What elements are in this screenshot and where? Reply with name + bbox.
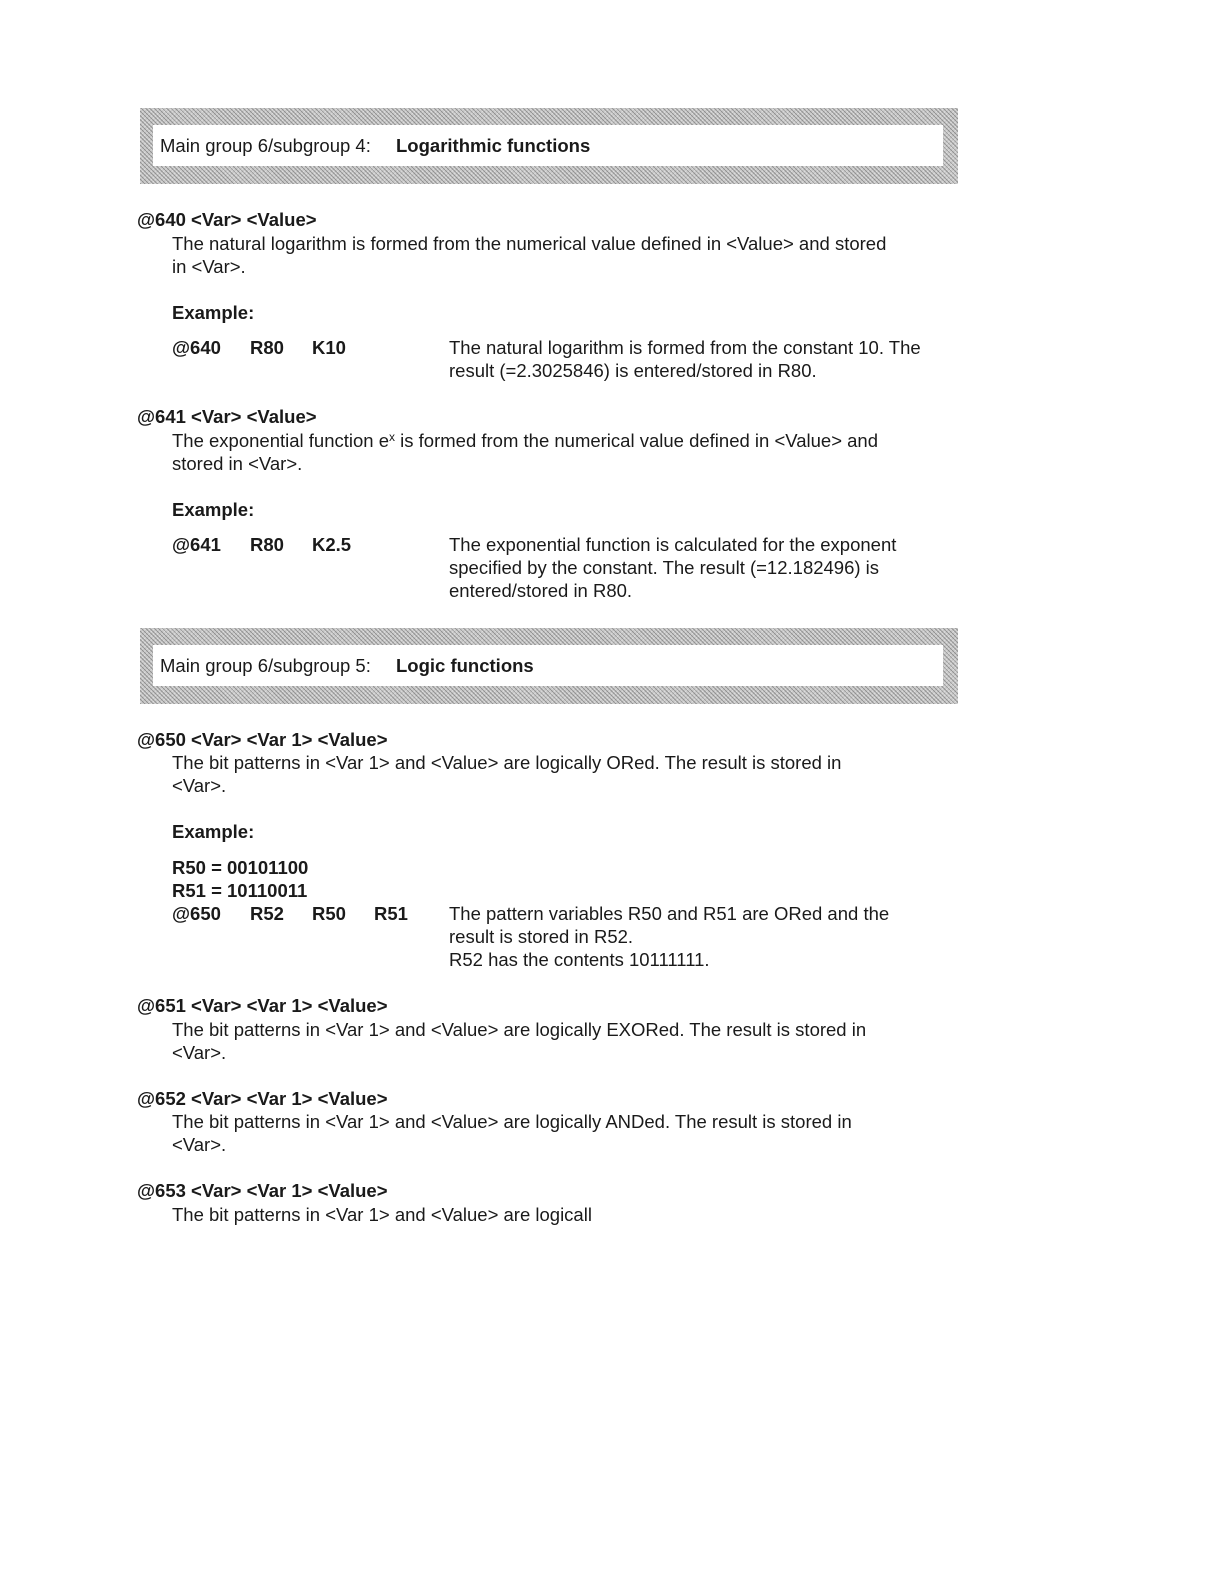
example-description-line: result (=2.3025846) is entered/stored in R80.: [449, 360, 817, 381]
example-description-line: specified by the constant. The result (=12.182496) is: [449, 557, 880, 578]
command-description-650: [172, 751, 932, 797]
command-heading-650: @650 <Var> <Var 1> <Value>: [137, 729, 388, 750]
example-token: R52: [250, 903, 284, 924]
section-prefix: Main group 6/subgroup 5:: [160, 655, 371, 676]
example-token: R50: [312, 903, 346, 924]
example-token: @640: [172, 337, 221, 358]
command-heading-652: @652 <Var> <Var 1> <Value>: [137, 1088, 388, 1109]
example-preset-r50: R50 = 00101100: [172, 857, 309, 878]
example-description-line: The exponential function is calculated for the exponent: [449, 534, 897, 555]
example-label: Example:: [172, 499, 255, 520]
command-heading-651: @651 <Var> <Var 1> <Value>: [137, 995, 388, 1016]
description-line: The bit patterns in <Var 1> and <Value> are logically EXORed. The result is stored in: [172, 1019, 867, 1040]
example-label: Example:: [172, 821, 255, 842]
example-description-line: The pattern variables R50 and R51 are ORed and the: [449, 903, 890, 924]
example-preset-r51: R51 = 10110011: [172, 880, 308, 901]
description-line: <Var>.: [172, 1134, 227, 1155]
example-label: Example:: [172, 302, 255, 323]
example-token: R80: [250, 534, 284, 555]
example-token: K10: [312, 337, 346, 358]
example-token: R80: [250, 337, 284, 358]
description-line: [172, 429, 932, 452]
section-header-logic: [140, 628, 958, 704]
exponent-superscript: x: [389, 430, 396, 444]
description-line: <Var>.: [172, 1042, 227, 1063]
section-header-logarithmic: [140, 108, 958, 184]
example-token: @641: [172, 534, 221, 555]
description-text: is formed from the numerical value defined in <Value> and: [395, 430, 879, 451]
example-description-line: R52 has the contents 10111111.: [449, 949, 710, 970]
command-description-652: [172, 1110, 932, 1156]
command-description-641: [172, 429, 932, 475]
example-token: R51: [374, 903, 408, 924]
command-heading-653: @653 <Var> <Var 1> <Value>: [137, 1180, 388, 1201]
example-description-650: [449, 902, 949, 971]
section-title: Logarithmic functions: [396, 135, 591, 156]
section-prefix: Main group 6/subgroup 4:: [160, 135, 371, 156]
example-code-641: [172, 533, 374, 556]
command-heading-640: @640 <Var> <Value>: [137, 209, 317, 230]
description-line: The bit patterns in <Var 1> and <Value> are logically ANDed. The result is stored in: [172, 1111, 852, 1132]
example-description-641: [449, 533, 949, 602]
section-title: Logic functions: [396, 655, 534, 676]
example-description-line: entered/stored in R80.: [449, 580, 633, 601]
description-line: The bit patterns in <Var 1> and <Value> are logically ORed. The result is stored in: [172, 752, 842, 773]
description-line: stored in <Var>.: [172, 453, 303, 474]
command-description-653: [172, 1203, 932, 1226]
command-description-651: [172, 1018, 932, 1064]
description-line: in <Var>.: [172, 256, 246, 277]
example-description-640: [449, 336, 949, 382]
example-description-line: result is stored in R52.: [449, 926, 634, 947]
section-header-inner: [153, 125, 943, 166]
example-code-650: [172, 902, 434, 925]
description-text: The exponential function e: [172, 430, 390, 451]
section-header-inner: [153, 645, 943, 686]
command-description-640: [172, 232, 932, 278]
description-line: The bit patterns in <Var 1> and <Value> are logicall: [172, 1204, 592, 1225]
example-token: @650: [172, 903, 221, 924]
description-line: <Var>.: [172, 775, 227, 796]
example-description-line: The natural logarithm is formed from the constant 10. The: [449, 337, 921, 358]
example-token: K2.5: [312, 534, 352, 555]
command-heading-641: @641 <Var> <Value>: [137, 406, 317, 427]
example-code-640: [172, 336, 374, 359]
description-line: The natural logarithm is formed from the numerical value defined in <Value> and stored: [172, 233, 887, 254]
